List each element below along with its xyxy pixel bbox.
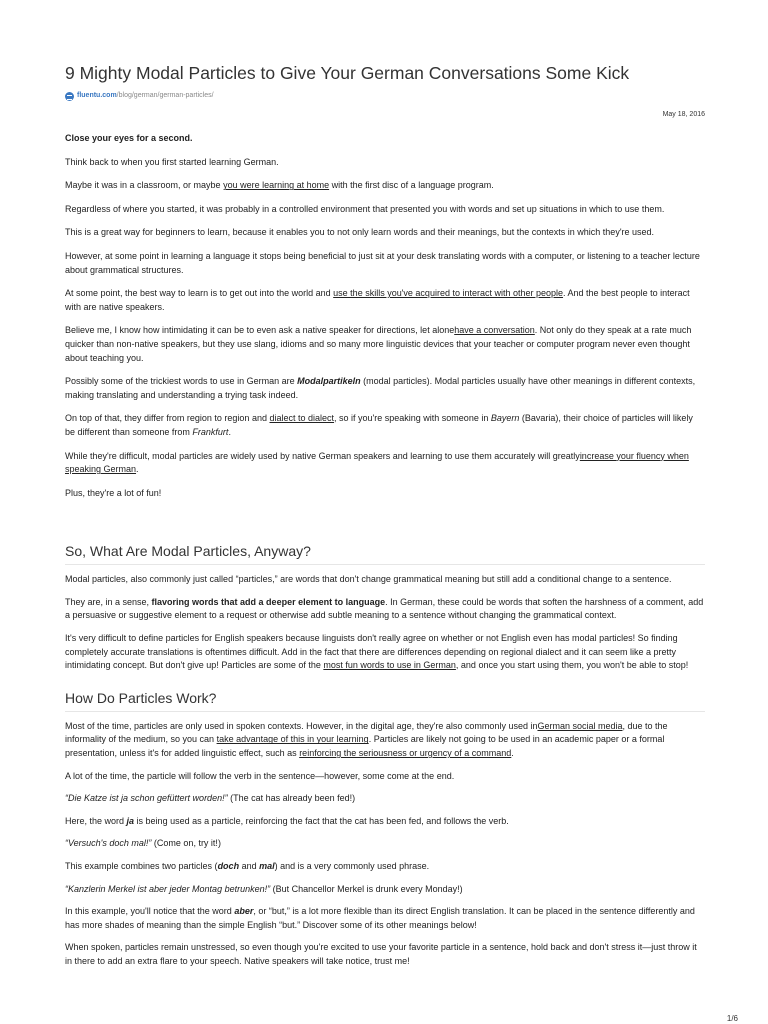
section2-paragraph-5: In this example, you'll notice that the word aber, or “but,” is a lot more flexible than its direct English translation. It can be placed in the sentence differently and has more shades of meaning than the simple English “but.” Discover some of its other meanings below! [65, 906, 695, 930]
section-heading-what-are-modal-particles: So, What Are Modal Particles, Anyway? [65, 542, 705, 565]
globe-icon [65, 92, 74, 101]
intro-paragraph-4: Regardless of where you started, it was probably in a controlled environment that presented you with words and set up situations in which to use them. [65, 203, 665, 214]
link-interact-with-people[interactable]: use the skills you've acquired to interact with other people [333, 288, 564, 299]
example-3: “Kanzlerin Merkel ist aber jeder Montag betrunken!” (But Chancellor Merkel is drunk every Monday!) [65, 883, 463, 894]
section2-paragraph-2: A lot of the time, the particle will follow the verb in the sentence—however, some come at the end. [65, 770, 455, 781]
link-learning-at-home[interactable]: you were learning at home [223, 180, 330, 191]
section1-paragraph-3: It's very difficult to define particles for English speakers because linguists don't really agree on whether or not English even has modal particles! So finding completely accurate translations is oftentimes difficult. Add in the fact that there are differences depending on regional dialect and it can seem like a pretty intimidating concept. But don't give up! Particles are some of the most fun words to use in German, and once you start using them, you won't be able to stop! [65, 633, 689, 671]
section2-paragraph-4: This example combines two particles (doch and mal) and is a very commonly used phrase. [65, 861, 430, 871]
intro-paragraph-10: On top of that, they differ from region to region and dialect to dialect, so if you're speaking with someone in Bayern (Bavaria), their choice of particles will likely be different than someone from Frankfurt. [65, 413, 693, 437]
publish-date: May 18, 2016 [662, 111, 705, 118]
section2-paragraph-6: When spoken, particles remain unstressed, so even though you're excited to use your favorite particle in a sentence, hold back and don't stress it—just throw it in there to add an extra flare to your speech. Native speakers will take notice, trust me! [65, 942, 697, 966]
article-title: 9 Mighty Modal Particles to Give Your German Conversations Some Kick [65, 63, 630, 83]
page-number: 1/6 [726, 1014, 738, 1023]
intro-paragraph-5: This is a great way for beginners to learn, because it enables you to not only learn words and their meanings, but the contexts in which they're used. [65, 227, 655, 238]
link-dialect-to-dialect[interactable]: dialect to dialect [269, 413, 335, 424]
intro-paragraph-7: At some point, the best way to learn is to get out into the world and use the skills you've acquired to interact with other people. And the best people to interact with are native speakers. [65, 288, 690, 312]
intro-paragraph-12: Plus, they're a lot of fun! [65, 487, 162, 498]
section-heading-how-do-particles-work: How Do Particles Work? [65, 689, 705, 712]
section2-paragraph-3: Here, the word ja is being used as a particle, reinforcing the fact that the cat has been fed, and follows the verb. [65, 815, 509, 826]
link-most-fun-words[interactable]: most fun words to use in German [323, 660, 456, 671]
link-have-a-conversation[interactable]: have a conversation [454, 325, 535, 336]
document-page [65, 62, 705, 969]
intro-paragraph-6: However, at some point in learning a language it stops being beneficial to just sit at your desk translating words with a computer, or listening to a teacher lecture about grammatical structures. [65, 250, 700, 275]
intro-paragraph-3: Maybe it was in a classroom, or maybe you were learning at home with the first disc of a language program. [65, 180, 494, 191]
link-take-advantage[interactable]: take advantage of this in your learning [216, 734, 369, 745]
section1-paragraph-2: They are, in a sense, flavoring words that add a deeper element to language. In German, these could be words that soften the harshness of a comment, add a persuasive or suggestive element to a request or otherwise add subtle meaning to a sentence without changing the grammatical context. [65, 596, 704, 621]
link-increase-fluency[interactable]: increase your fluency when speaking German [65, 450, 689, 475]
intro-paragraph-11: While they're difficult, modal particles are widely used by native German speakers and learning to use them accurately will greatlyincrease your fluency when speaking German. [65, 450, 689, 475]
source-domain[interactable]: fluentu.com [77, 92, 117, 99]
example-1: “Die Katze ist ja schon gefüttert worden!” (The cat has already been fed!) [65, 793, 356, 804]
intro-paragraph-1: Close your eyes for a second. [65, 133, 193, 143]
link-german-social-media[interactable]: German social media [537, 720, 623, 731]
section2-paragraph-1: Most of the time, particles are only used in spoken contexts. However, in the digital age, they're also commonly used inGerman social media, due to the informality of the medium, so you can take advantage of this in your learning. Particles are likely not going to be used in an academic paper or a formal presentation, unless it's for added linguistic effect, such as reinforcing the seriousness or urgency of a command. [65, 720, 668, 759]
source-path[interactable]: /blog/german/german-particles/ [116, 92, 214, 99]
intro-paragraph-2: Think back to when you first started learning German. [65, 156, 279, 167]
link-reinforcing-command[interactable]: reinforcing the seriousness or urgency of a command [299, 748, 512, 759]
section1-paragraph-1: Modal particles, also commonly just called “particles,” are words that don't change grammatical meaning but still add a conditional change to a sentence. [65, 574, 672, 585]
source-url[interactable] [65, 90, 705, 102]
intro-paragraph-8: Believe me, I know how intimidating it can be to even ask a native speaker for directions, let alonehave a conversation. Not only do they speak at a rate much quicker than non-native speakers, but they use slang, idioms and so many more linguistic devices that your teacher or computer program never even thought about teaching you. [65, 325, 692, 363]
intro-paragraph-9: Possibly some of the trickiest words to use in German are Modalpartikeln (modal particles). Modal particles usually have other meanings in different contexts, making translating and understanding a trying task indeed. [65, 376, 696, 400]
example-2: “Versuch's doch mal!” (Come on, try it!) [65, 838, 221, 849]
